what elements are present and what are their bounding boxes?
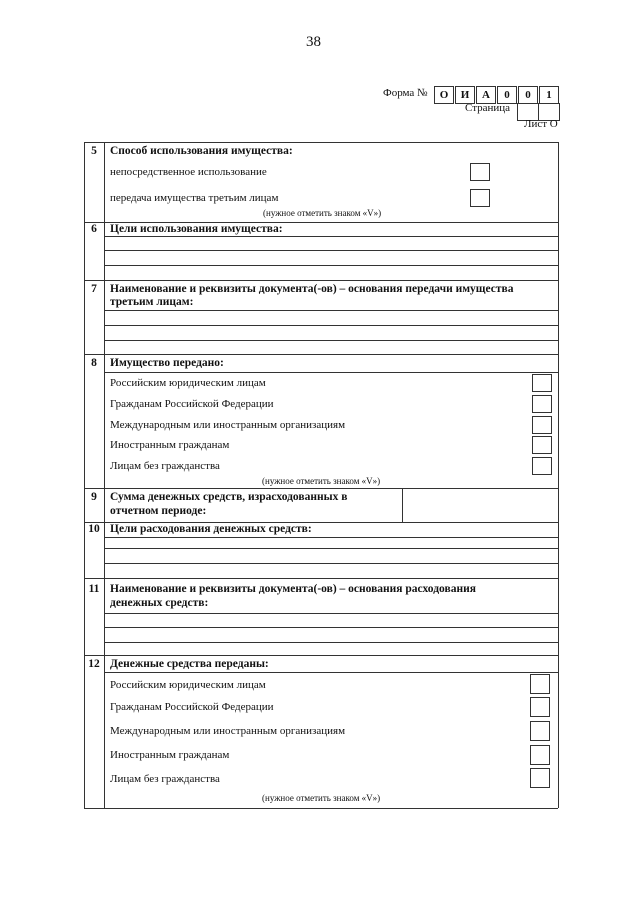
option-label: Иностранным гражданам	[110, 749, 230, 761]
checkbox[interactable]	[470, 189, 490, 207]
option-label: Международным или иностранным организациям	[110, 419, 346, 431]
row-title: Способ использования имущества:	[110, 145, 293, 157]
option-label: передача имущества третьим лицам	[110, 192, 279, 204]
option-label: Иностранным гражданам	[110, 439, 230, 451]
sheet-label: Лист О	[524, 118, 558, 130]
form-code-cell: О	[434, 86, 454, 104]
row-title: Денежные средства переданы:	[110, 658, 269, 670]
checkbox[interactable]	[532, 395, 552, 413]
note: (нужное отметить знаком «V»)	[263, 208, 382, 218]
row-title: Наименование и реквизиты документа(-ов) – основания расходования	[110, 583, 476, 595]
row-title: денежных средств:	[110, 597, 209, 609]
form-code-cell: А	[476, 86, 496, 104]
form-code-cell: 0	[518, 86, 538, 104]
checkbox[interactable]	[532, 374, 552, 392]
page-label: Страница	[465, 102, 511, 114]
row-title: Цели использования имущества:	[110, 223, 283, 235]
form-code-cell: И	[455, 86, 475, 104]
form-code-cell: 1	[539, 86, 559, 104]
checkbox[interactable]	[532, 416, 552, 434]
form-label: Форма №	[383, 87, 428, 99]
row-number: 12	[88, 658, 100, 670]
checkbox[interactable]	[530, 721, 550, 741]
row-number: 7	[91, 283, 97, 295]
option-label: непосредственное использование	[110, 166, 267, 178]
option-label: Лицам без гражданства	[110, 773, 220, 785]
row-number: 10	[88, 523, 100, 535]
amount-field[interactable]	[403, 489, 557, 521]
row-title: Цели расходования денежных средств:	[110, 523, 312, 535]
option-label: Международным или иностранным организациям	[110, 725, 346, 737]
page-number: 38	[306, 34, 321, 50]
row-number: 9	[91, 491, 97, 503]
row-number: 6	[91, 223, 97, 235]
checkbox[interactable]	[470, 163, 490, 181]
option-label: Лицам без гражданства	[110, 460, 220, 472]
option-label: Гражданам Российской Федерации	[110, 398, 274, 410]
note: (нужное отметить знаком «V»)	[262, 793, 381, 803]
option-label: Российским юридическим лицам	[110, 679, 266, 691]
row-title: Наименование и реквизиты документа(-ов) – основания передачи имущества	[110, 283, 514, 295]
row-title: Сумма денежных средств, израсходованных в	[110, 491, 348, 503]
option-label: Гражданам Российской Федерации	[110, 701, 274, 713]
note: (нужное отметить знаком «V»)	[262, 476, 381, 486]
row-title: отчетном периоде:	[110, 505, 207, 517]
option-label: Российским юридическим лицам	[110, 377, 266, 389]
checkbox[interactable]	[530, 745, 550, 765]
checkbox[interactable]	[530, 674, 550, 694]
checkbox[interactable]	[530, 768, 550, 788]
row-number: 8	[91, 357, 97, 369]
row-number: 11	[88, 583, 100, 595]
row-title: третьим лицам:	[110, 296, 194, 308]
checkbox[interactable]	[532, 436, 552, 454]
row-title: Имущество передано:	[110, 357, 224, 369]
checkbox[interactable]	[532, 457, 552, 475]
form-code-cell: 0	[497, 86, 517, 104]
row-number: 5	[91, 145, 97, 157]
checkbox[interactable]	[530, 697, 550, 717]
